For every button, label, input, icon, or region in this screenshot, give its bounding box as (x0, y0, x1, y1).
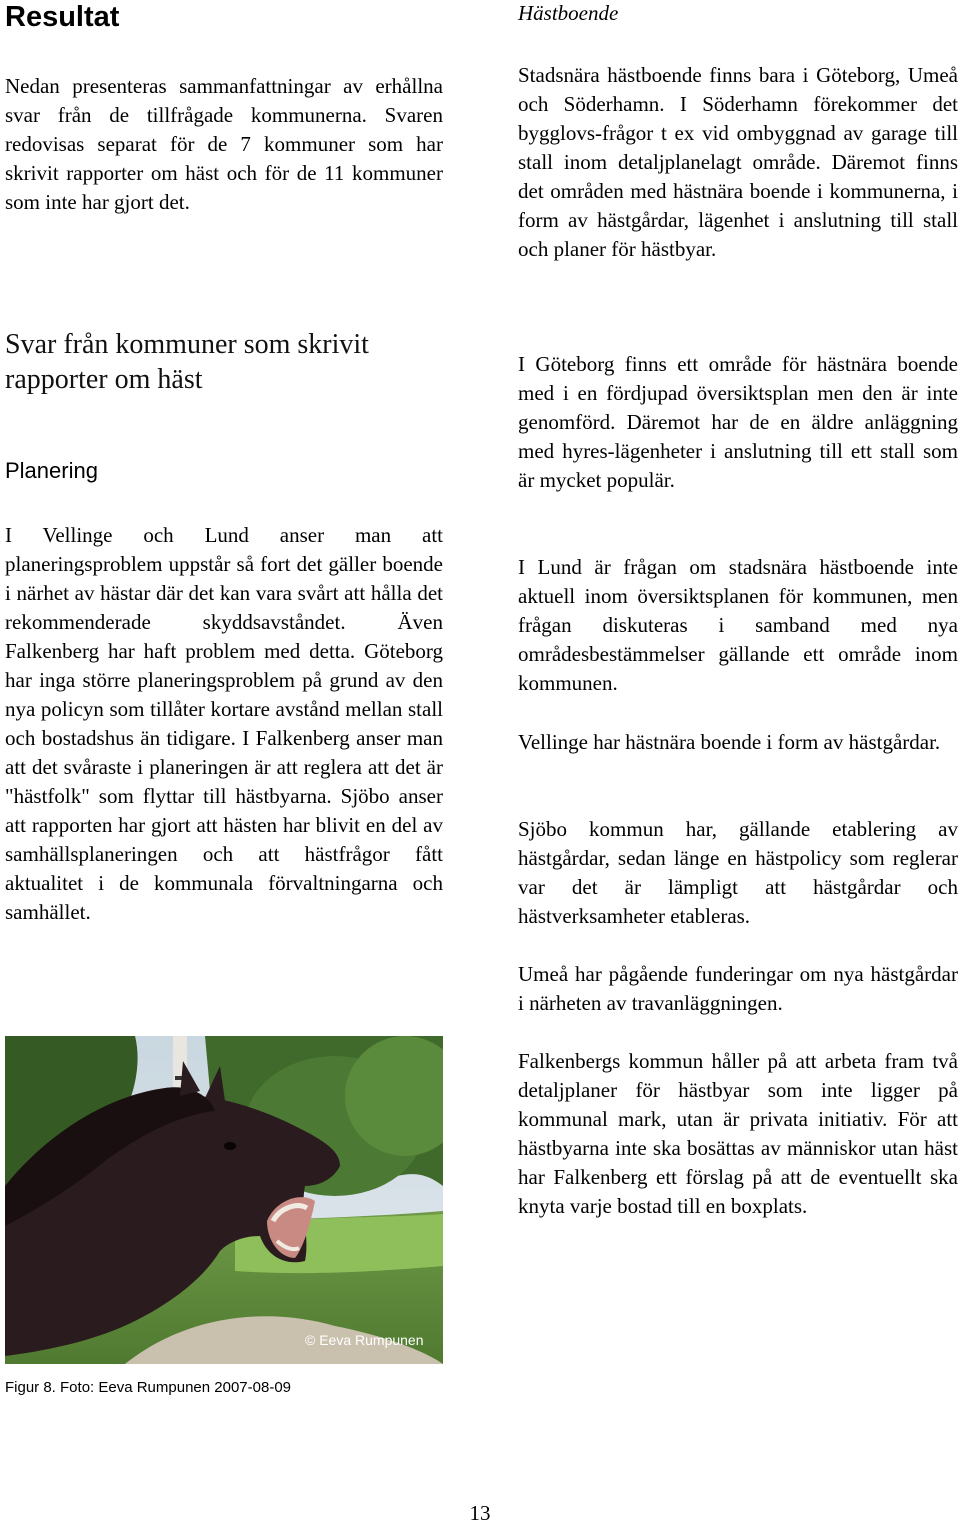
right-paragraph: Vellinge har hästnära boende i form av hästgårdar. (518, 730, 941, 754)
page-title: Resultat (5, 1, 120, 33)
horse-photo (5, 1036, 443, 1364)
planering-paragraph: I Vellinge och Lund anser man att planeringsproblem uppstår så fort det gäller boende i närhet av hästar där det kan vara svårt att hålla det rekommenderade skyddsavståndet. Även Falkenberg har haft problem med detta. Göteborg har inga större planeringsproblem på grund av den nya policyn som tillåter kortare avstånd mellan stall och bostadshus än tidigare. I Falkenberg anser man att det svåraste i planeringen är att reglera att det är "hästfolk" som flyttar till hästbyarna. Sjöbo anser att rapporten har gjort att hästen har blivit en del av samhällsplaneringen och att hästfrågor fått aktualitet i de kommunala förvaltningarna och samhället. (5, 523, 443, 924)
page-number: 13 (469, 1501, 491, 1525)
figure-caption: Figur 8. Foto: Eeva Rumpunen 2007-08-09 (5, 1379, 292, 1396)
right-paragraph: Falkenbergs kommun håller på att arbeta fram två detaljplaner för hästbyar som inte ligger på kommunal mark, utan är privata initiativ. För att hästbyarna inte ska bosättas av människor utan häst har Falkenberg ett förslag på att de eventuellt ska knyta varje bostad till en boxplats. (518, 1049, 958, 1218)
right-paragraph: I Lund är frågan om stadsnära hästboende inte aktuell inom översiktsplanen för kommunen, men frågan diskuteras i samband med nya områdesbestämmelser gällande ett område inom kommunen. (518, 555, 958, 695)
right-paragraph: Stadsnära hästboende finns bara i Göteborg, Umeå och Söderhamn. I Söderhamn förekommer det bygglovs-frågor t ex vid ombyggnad av garage till stall inom detaljplanelagt område. Däremot finns det områden med hästnära boende i kommunerna, i form av hästgårdar, lägenhet i anslutning till stall och planer för hästbyar. (518, 63, 958, 261)
horse-photo-illustration (5, 1036, 443, 1364)
right-paragraph: I Göteborg finns ett område för hästnära boende med i en fördjupad översiktsplan men den är inte genomförd. Däremot har de en äldre anläggning med hyres-lägenheter i anslutning till ett stall som är mycket populär. (518, 352, 958, 492)
intro-paragraph: Nedan presenteras sammanfattningar av erhållna svar från de tillfrågade kommunerna. Svaren redovisas separat för de 7 kommuner som har skrivit rapporter om häst och för de 11 kommuner som inte har gjort det. (5, 74, 443, 214)
photo-watermark: © Eeva Rumpunen (305, 1332, 424, 1348)
right-paragraph: Sjöbo kommun har, gällande etablering av hästgårdar, sedan länge en hästpolicy som reglerar var det är lämpligt att hästgårdar och hästverksamheter etableras. (518, 817, 958, 928)
section-heading: Svar från kommuner som skrivit rapporter om häst (5, 329, 369, 395)
hastboende-heading: Hästboende (518, 1, 619, 25)
planering-heading: Planering (5, 458, 98, 483)
right-paragraph: Umeå har pågående funderingar om nya hästgårdar i närheten av travanläggningen. (518, 962, 958, 1015)
